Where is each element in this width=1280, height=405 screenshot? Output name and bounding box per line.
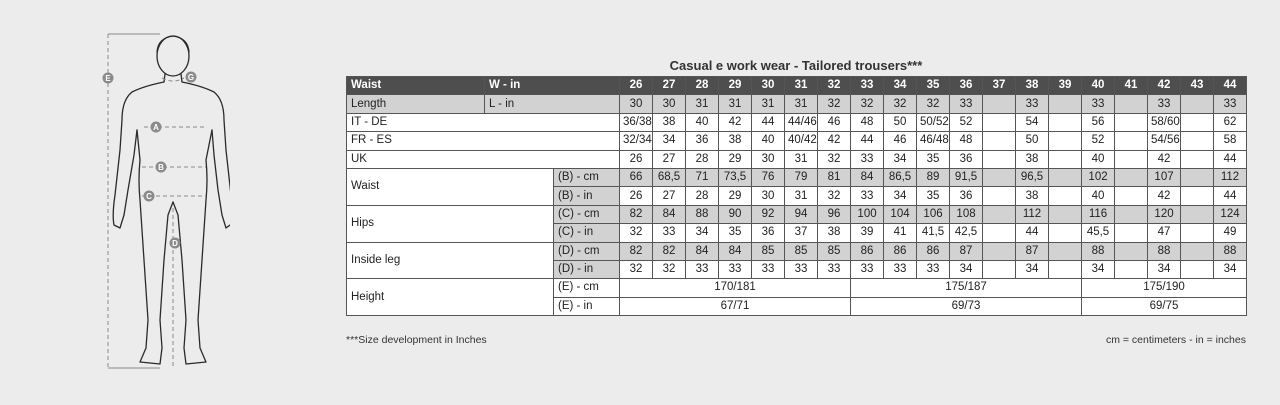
measure-cell: 38	[818, 224, 851, 242]
conversion-cell: 36/38	[620, 113, 653, 131]
measure-cell: 87	[950, 242, 983, 260]
measure-cell: 73,5	[719, 168, 752, 186]
conversion-cell: 38	[719, 132, 752, 150]
size-header-cell: 36	[950, 77, 983, 95]
measure-cell: 33	[752, 260, 785, 278]
conversion-cell: 54/56	[1148, 132, 1181, 150]
length-cell: 31	[752, 95, 785, 113]
conversion-label: IT - DE	[347, 113, 620, 131]
measure-cell: 112	[1214, 168, 1247, 186]
conversion-cell: 56	[1082, 113, 1115, 131]
conversion-cell: 44	[851, 132, 884, 150]
measure-cell: 33	[719, 260, 752, 278]
measure-unit: (C) - cm	[554, 205, 620, 223]
measure-cell: 88	[686, 205, 719, 223]
conversion-cell: 58/60	[1148, 113, 1181, 131]
measure-unit: (D) - in	[554, 260, 620, 278]
conversion-cell: 48	[851, 113, 884, 131]
conversion-cell: 58	[1214, 132, 1247, 150]
table-header-row	[347, 77, 1247, 95]
measure-cell: 42,5	[950, 224, 983, 242]
unit-legend: cm = centimeters - in = inches	[1105, 334, 1246, 346]
measure-cell	[983, 168, 1016, 186]
measure-cell: 29	[719, 187, 752, 205]
size-header-cell: 28	[686, 77, 719, 95]
measure-cell: 108	[950, 205, 983, 223]
measure-unit: (C) - in	[554, 224, 620, 242]
conversion-cell: 52	[950, 113, 983, 131]
measure-cell	[1181, 168, 1214, 186]
measure-cell: 84	[851, 168, 884, 186]
length-cell: 32	[884, 95, 917, 113]
measure-cell	[1115, 187, 1148, 205]
conversion-cell: 40/42	[785, 132, 818, 150]
measure-cell: 86,5	[884, 168, 917, 186]
measure-cell: 88	[1082, 242, 1115, 260]
measure-cell: 68,5	[653, 168, 686, 186]
height-range-cell: 67/71	[620, 297, 851, 315]
conversion-row	[347, 150, 1247, 168]
conversion-cell	[1049, 132, 1082, 150]
body-measurement-figure	[100, 30, 230, 375]
measure-cell	[1181, 242, 1214, 260]
measure-cell: 96	[818, 205, 851, 223]
measure-cell: 66	[620, 168, 653, 186]
height-range-cell: 69/73	[851, 297, 1082, 315]
measure-cell	[1115, 205, 1148, 223]
conversion-cell	[1115, 150, 1148, 168]
marker-c-icon	[144, 191, 155, 202]
height-unit: (E) - in	[554, 297, 620, 315]
header-unit: W - in	[485, 77, 620, 95]
size-header-cell: 34	[884, 77, 917, 95]
measure-cell: 34	[1148, 260, 1181, 278]
measure-label: Inside leg	[347, 242, 554, 279]
conversion-cell: 42	[1148, 150, 1181, 168]
length-cell: 33	[1082, 95, 1115, 113]
conversion-cell: 36	[950, 150, 983, 168]
measure-cell: 38	[1016, 187, 1049, 205]
measure-cell	[1181, 187, 1214, 205]
measure-cell: 81	[818, 168, 851, 186]
conversion-cell: 32/34	[620, 132, 653, 150]
height-unit: (E) - cm	[554, 279, 620, 297]
measure-cell: 89	[917, 168, 950, 186]
measure-cell: 40	[1082, 187, 1115, 205]
measure-cell: 85	[785, 242, 818, 260]
length-cell: 31	[719, 95, 752, 113]
conversion-cell	[1049, 150, 1082, 168]
conversion-cell	[1181, 150, 1214, 168]
measure-cell: 30	[752, 187, 785, 205]
length-label: Length	[347, 95, 485, 113]
measure-cell: 84	[686, 242, 719, 260]
measure-cell: 82	[653, 242, 686, 260]
conversion-cell: 40	[752, 132, 785, 150]
measure-cell: 26	[620, 187, 653, 205]
conversion-cell: 40	[1082, 150, 1115, 168]
conversion-cell	[983, 113, 1016, 131]
conversion-cell: 30	[752, 150, 785, 168]
measure-cell: 44	[1016, 224, 1049, 242]
size-header-cell: 39	[1049, 77, 1082, 95]
svg-text:B: B	[158, 163, 164, 172]
measure-cell: 36	[752, 224, 785, 242]
conversion-row	[347, 132, 1247, 150]
measure-cell	[983, 224, 1016, 242]
conversion-cell: 42	[719, 113, 752, 131]
height-range-cell: 69/75	[1082, 297, 1247, 315]
measure-cell: 33	[884, 260, 917, 278]
measure-cell: 85	[818, 242, 851, 260]
measure-cell	[983, 260, 1016, 278]
conversion-cell: 46/48	[917, 132, 950, 150]
measure-cell: 92	[752, 205, 785, 223]
svg-text:D: D	[172, 239, 178, 248]
size-header-cell: 41	[1115, 77, 1148, 95]
measure-cell: 41,5	[917, 224, 950, 242]
size-header-cell: 43	[1181, 77, 1214, 95]
measure-cell: 32	[653, 260, 686, 278]
length-cell	[1049, 95, 1082, 113]
header-label: Waist	[347, 77, 485, 95]
length-unit: L - in	[485, 95, 620, 113]
measure-cell: 36	[950, 187, 983, 205]
measure-cell: 39	[851, 224, 884, 242]
size-header-cell: 30	[752, 77, 785, 95]
chart-title: Casual e work wear - Tailored trousers***	[669, 58, 923, 73]
measure-cell	[1181, 224, 1214, 242]
measure-cell: 33	[686, 260, 719, 278]
length-cell: 33	[1214, 95, 1247, 113]
conversion-cell: 48	[950, 132, 983, 150]
marker-e-icon	[103, 73, 114, 84]
length-cell: 32	[851, 95, 884, 113]
length-cell: 32	[818, 95, 851, 113]
conversion-cell: 46	[818, 113, 851, 131]
measure-cell: 33	[851, 187, 884, 205]
measure-cell	[1181, 260, 1214, 278]
measure-cell: 33	[653, 224, 686, 242]
measure-cell: 76	[752, 168, 785, 186]
svg-text:C: C	[146, 192, 152, 201]
measure-cell: 34	[1214, 260, 1247, 278]
measure-cell	[1049, 242, 1082, 260]
measure-cell: 41	[884, 224, 917, 242]
conversion-cell: 42	[818, 132, 851, 150]
length-cell: 32	[917, 95, 950, 113]
measure-cell	[1115, 242, 1148, 260]
size-header-cell: 29	[719, 77, 752, 95]
length-cell: 31	[686, 95, 719, 113]
measure-unit: (B) - in	[554, 187, 620, 205]
length-cell: 30	[620, 95, 653, 113]
measure-cell: 88	[1148, 242, 1181, 260]
measure-cell	[1049, 260, 1082, 278]
conversion-cell: 32	[818, 150, 851, 168]
height-range-cell: 170/181	[620, 279, 851, 297]
measure-cell: 106	[917, 205, 950, 223]
measure-cell	[1115, 260, 1148, 278]
conversion-cell: 40	[686, 113, 719, 131]
conversion-cell: 38	[1016, 150, 1049, 168]
length-cell	[1181, 95, 1214, 113]
measure-cell: 33	[785, 260, 818, 278]
height-range-cell: 175/187	[851, 279, 1082, 297]
measure-cell	[1181, 205, 1214, 223]
conversion-cell	[1115, 113, 1148, 131]
measure-cell	[1115, 168, 1148, 186]
measure-cell: 37	[785, 224, 818, 242]
size-header-cell: 37	[983, 77, 1016, 95]
measure-cell: 100	[851, 205, 884, 223]
conversion-cell: 35	[917, 150, 950, 168]
conversion-row	[347, 113, 1247, 131]
measure-cell: 44	[1214, 187, 1247, 205]
marker-d-icon	[170, 238, 181, 249]
length-cell	[1115, 95, 1148, 113]
conversion-cell: 50/52	[917, 113, 950, 131]
measure-cell: 47	[1148, 224, 1181, 242]
conversion-cell: 44	[1214, 150, 1247, 168]
measure-cell: 31	[785, 187, 818, 205]
conversion-cell: 34	[653, 132, 686, 150]
svg-text:E: E	[105, 74, 111, 83]
measure-cell: 90	[719, 205, 752, 223]
marker-b-icon	[156, 162, 167, 173]
height-label: Height	[347, 279, 554, 316]
measure-cell: 32	[620, 224, 653, 242]
conversion-cell	[1181, 113, 1214, 131]
measure-cell: 120	[1148, 205, 1181, 223]
svg-text:G: G	[187, 73, 195, 82]
measure-cell: 34	[1082, 260, 1115, 278]
measure-row	[347, 242, 1247, 260]
measure-cell	[1049, 205, 1082, 223]
conversion-label: UK	[347, 150, 620, 168]
measure-cell: 33	[818, 260, 851, 278]
measure-cell	[983, 205, 1016, 223]
svg-text:A: A	[153, 123, 159, 132]
measure-label: Waist	[347, 168, 554, 205]
measure-cell	[1115, 224, 1148, 242]
measure-cell: 112	[1016, 205, 1049, 223]
length-cell: 33	[1016, 95, 1049, 113]
length-cell: 30	[653, 95, 686, 113]
conversion-cell: 44	[752, 113, 785, 131]
conversion-cell: 62	[1214, 113, 1247, 131]
measure-cell: 86	[917, 242, 950, 260]
size-table	[346, 76, 1247, 316]
measure-cell: 85	[752, 242, 785, 260]
measure-cell: 91,5	[950, 168, 983, 186]
measure-cell	[983, 242, 1016, 260]
measure-cell: 84	[653, 205, 686, 223]
conversion-cell: 52	[1082, 132, 1115, 150]
measure-cell: 35	[719, 224, 752, 242]
measure-cell	[1049, 224, 1082, 242]
conversion-cell: 31	[785, 150, 818, 168]
measure-cell: 84	[719, 242, 752, 260]
measure-cell	[1049, 187, 1082, 205]
conversion-cell: 54	[1016, 113, 1049, 131]
size-header-cell: 42	[1148, 77, 1181, 95]
measure-cell: 33	[917, 260, 950, 278]
height-row	[347, 279, 1247, 297]
size-header-cell: 40	[1082, 77, 1115, 95]
measure-cell: 34	[1016, 260, 1049, 278]
conversion-label: FR - ES	[347, 132, 620, 150]
measure-cell: 104	[884, 205, 917, 223]
measure-cell: 71	[686, 168, 719, 186]
measure-cell: 42	[1148, 187, 1181, 205]
length-cell: 33	[950, 95, 983, 113]
conversion-cell	[983, 132, 1016, 150]
measure-cell: 124	[1214, 205, 1247, 223]
conversion-cell: 46	[884, 132, 917, 150]
size-header-cell: 32	[818, 77, 851, 95]
measure-unit: (D) - cm	[554, 242, 620, 260]
measure-cell: 82	[620, 242, 653, 260]
measure-label: Hips	[347, 205, 554, 242]
conversion-cell: 27	[653, 150, 686, 168]
length-cell: 31	[785, 95, 818, 113]
measure-cell: 49	[1214, 224, 1247, 242]
conversion-cell	[1049, 113, 1082, 131]
conversion-cell: 28	[686, 150, 719, 168]
conversion-cell: 50	[1016, 132, 1049, 150]
conversion-cell	[1181, 132, 1214, 150]
footnote: ***Size development in Inches	[346, 334, 487, 346]
measure-cell: 116	[1082, 205, 1115, 223]
conversion-cell	[1115, 132, 1148, 150]
measure-cell: 79	[785, 168, 818, 186]
measure-cell: 107	[1148, 168, 1181, 186]
conversion-cell: 29	[719, 150, 752, 168]
measure-cell: 82	[620, 205, 653, 223]
size-header-cell: 27	[653, 77, 686, 95]
measure-cell: 86	[851, 242, 884, 260]
length-cell	[983, 95, 1016, 113]
marker-g-icon	[186, 72, 197, 83]
conversion-cell: 34	[884, 150, 917, 168]
length-row	[347, 95, 1247, 113]
conversion-cell: 33	[851, 150, 884, 168]
measure-cell: 35	[917, 187, 950, 205]
conversion-cell: 36	[686, 132, 719, 150]
size-header-cell: 26	[620, 77, 653, 95]
size-header-cell: 35	[917, 77, 950, 95]
measure-cell: 34	[950, 260, 983, 278]
measure-cell	[983, 187, 1016, 205]
measure-cell	[1049, 168, 1082, 186]
conversion-cell: 44/46	[785, 113, 818, 131]
measure-unit: (B) - cm	[554, 168, 620, 186]
measure-cell: 34	[686, 224, 719, 242]
marker-a-icon	[151, 122, 162, 133]
measure-cell: 33	[851, 260, 884, 278]
measure-cell: 27	[653, 187, 686, 205]
measure-row	[347, 168, 1247, 186]
size-header-cell: 33	[851, 77, 884, 95]
size-header-cell: 31	[785, 77, 818, 95]
measure-cell: 28	[686, 187, 719, 205]
measure-cell: 34	[884, 187, 917, 205]
length-cell: 33	[1148, 95, 1181, 113]
size-header-cell: 38	[1016, 77, 1049, 95]
measure-cell: 94	[785, 205, 818, 223]
measure-cell: 87	[1016, 242, 1049, 260]
measure-cell: 45,5	[1082, 224, 1115, 242]
conversion-cell: 26	[620, 150, 653, 168]
measure-row	[347, 205, 1247, 223]
conversion-cell: 38	[653, 113, 686, 131]
measure-cell: 96,5	[1016, 168, 1049, 186]
measure-cell: 88	[1214, 242, 1247, 260]
measure-cell: 32	[620, 260, 653, 278]
conversion-cell	[983, 150, 1016, 168]
measure-cell: 32	[818, 187, 851, 205]
conversion-cell: 50	[884, 113, 917, 131]
height-range-cell: 175/190	[1082, 279, 1247, 297]
measure-cell: 86	[884, 242, 917, 260]
measure-cell: 102	[1082, 168, 1115, 186]
size-header-cell: 44	[1214, 77, 1247, 95]
